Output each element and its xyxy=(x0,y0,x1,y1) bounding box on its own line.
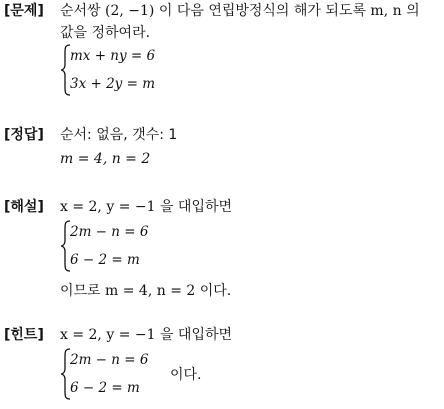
hint-equation-1: 2m − n = 6 xyxy=(70,352,149,368)
solution-equation-1: 2m − n = 6 xyxy=(70,224,149,240)
hint-tag: [힌트] xyxy=(4,327,44,343)
problem-equation-2: 3x + 2y = m xyxy=(70,76,156,92)
solution-tag: [해설] xyxy=(4,199,44,215)
hint-equation-2: 6 − 2 = m xyxy=(70,380,140,396)
problem-equation-1: mx + ny = 6 xyxy=(70,48,156,64)
problem-text-line-2: 값을 정하여라. xyxy=(60,25,151,41)
problem-text-line-1: 순서쌍 (2, −1) 이 다음 연립방정식의 해가 되도록 m, n 의 xyxy=(60,3,420,19)
solution-text-line-1: x = 2, y = −1 을 대입하면 xyxy=(60,199,233,215)
problem-tag: [문제] xyxy=(4,3,44,19)
answer-values: m = 4, n = 2 xyxy=(60,151,151,167)
solution-text-line-3: 이므로 m = 4, n = 2 이다. xyxy=(60,283,232,299)
hint-tail-text: 이다. xyxy=(170,367,202,383)
solution-equation-2: 6 − 2 = m xyxy=(70,252,140,268)
answer-order-count: 순서: 없음, 갯수: 1 xyxy=(60,127,178,143)
hint-text-line-1: x = 2, y = −1 을 대입하면 xyxy=(60,327,233,343)
answer-tag: [정답] xyxy=(4,127,44,143)
